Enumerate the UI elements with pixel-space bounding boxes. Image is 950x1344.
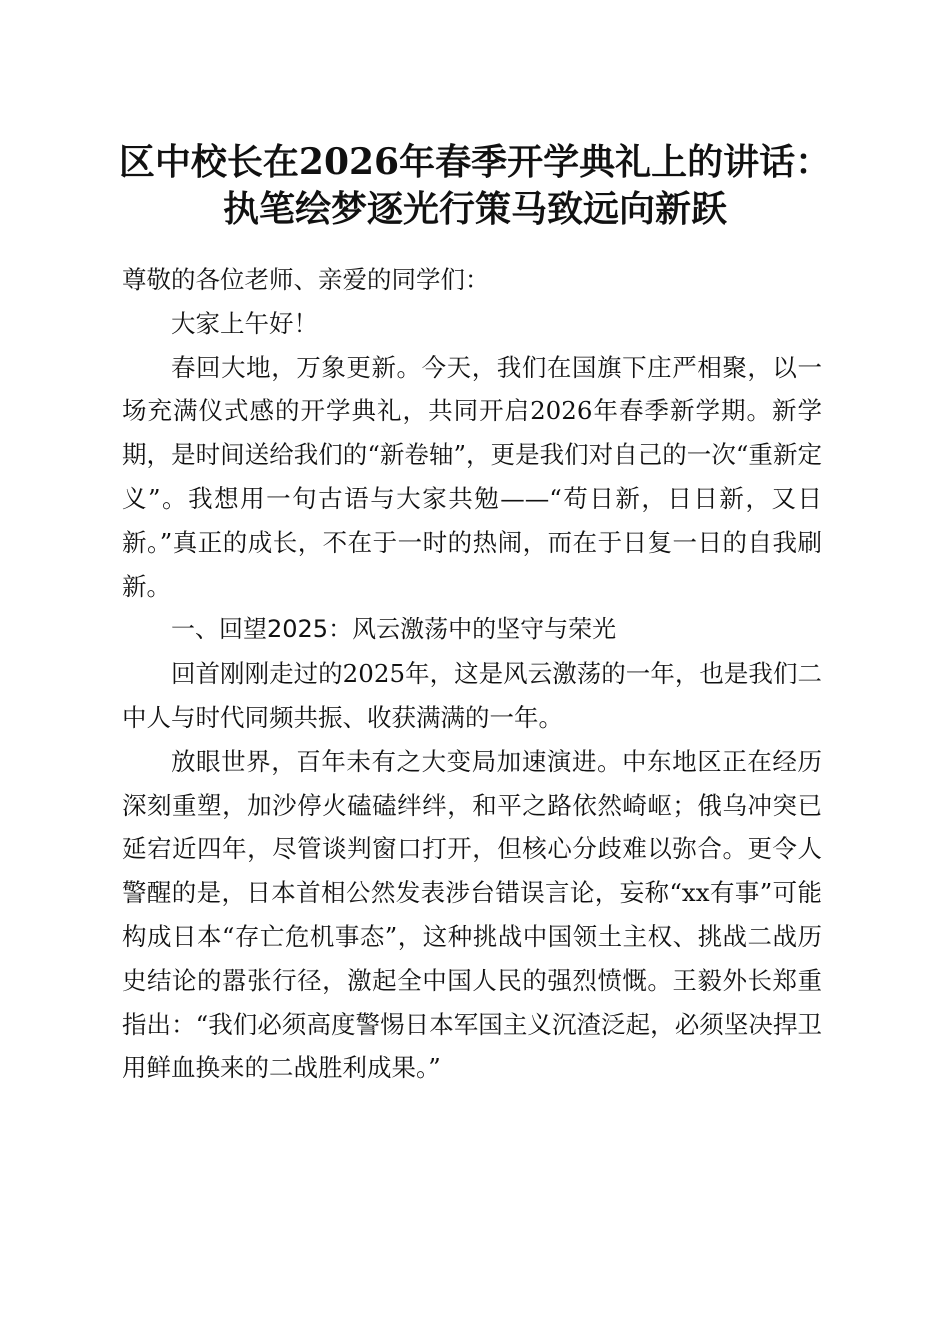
section-heading-1: 一、回望2025：风云激荡中的坚守与荣光 xyxy=(171,615,617,644)
salutation: 尊敬的各位老师、亲爱的同学们： xyxy=(122,265,490,294)
document-body xyxy=(122,258,822,1090)
paragraph-opening: 春回大地，万象更新。今天，我们在国旗下庄严相聚，以一场充满仪式感的开学典礼，共同开启2026年春季新学期。新学期，是时间送给我们的“新卷轴”，更是我们对自己的一次“重新定义”。我想用一句古语与大家共勉——“苟日新，日日新，又日新。”真正的成长，不在于一时的热闹，而在于日复一日的自我刷新。 xyxy=(122,352,822,601)
greeting: 大家上午好！ xyxy=(171,308,318,338)
document-title-line-2: 执笔绘梦逐光行策马致远向新跃 xyxy=(222,188,727,230)
paragraph-world: 放眼世界，百年未有之大变局加速演进。中东地区正在经历深刻重塑，加沙停火磕磕绊绊，和平之路依然崎岖；俄乌冲突已延宕近四年，尽管谈判窗口打开，但核心分歧难以弥合。更令人警醒的是，日本首相公然发表涉台错误言论，妄称“xx有事”可能构成日本“存亡危机事态”，这种挑战中国领土主权、挑战二战历史结论的嚣张行径，激起全中国人民的强烈愤慨。王毅外长郑重指出：“我们必须高度警惕日本军国主义沉渣泛起，必须坚决捍卫用鲜血换来的二战胜利成果。” xyxy=(122,746,822,1083)
paragraph-review: 回首刚刚走过的2025年，这是风云激荡的一年，也是我们二中人与时代同频共振、收获满满的一年。 xyxy=(122,659,822,732)
document-title-line-1: 区中校长在2026年春季开学典礼上的讲话： xyxy=(118,141,832,183)
